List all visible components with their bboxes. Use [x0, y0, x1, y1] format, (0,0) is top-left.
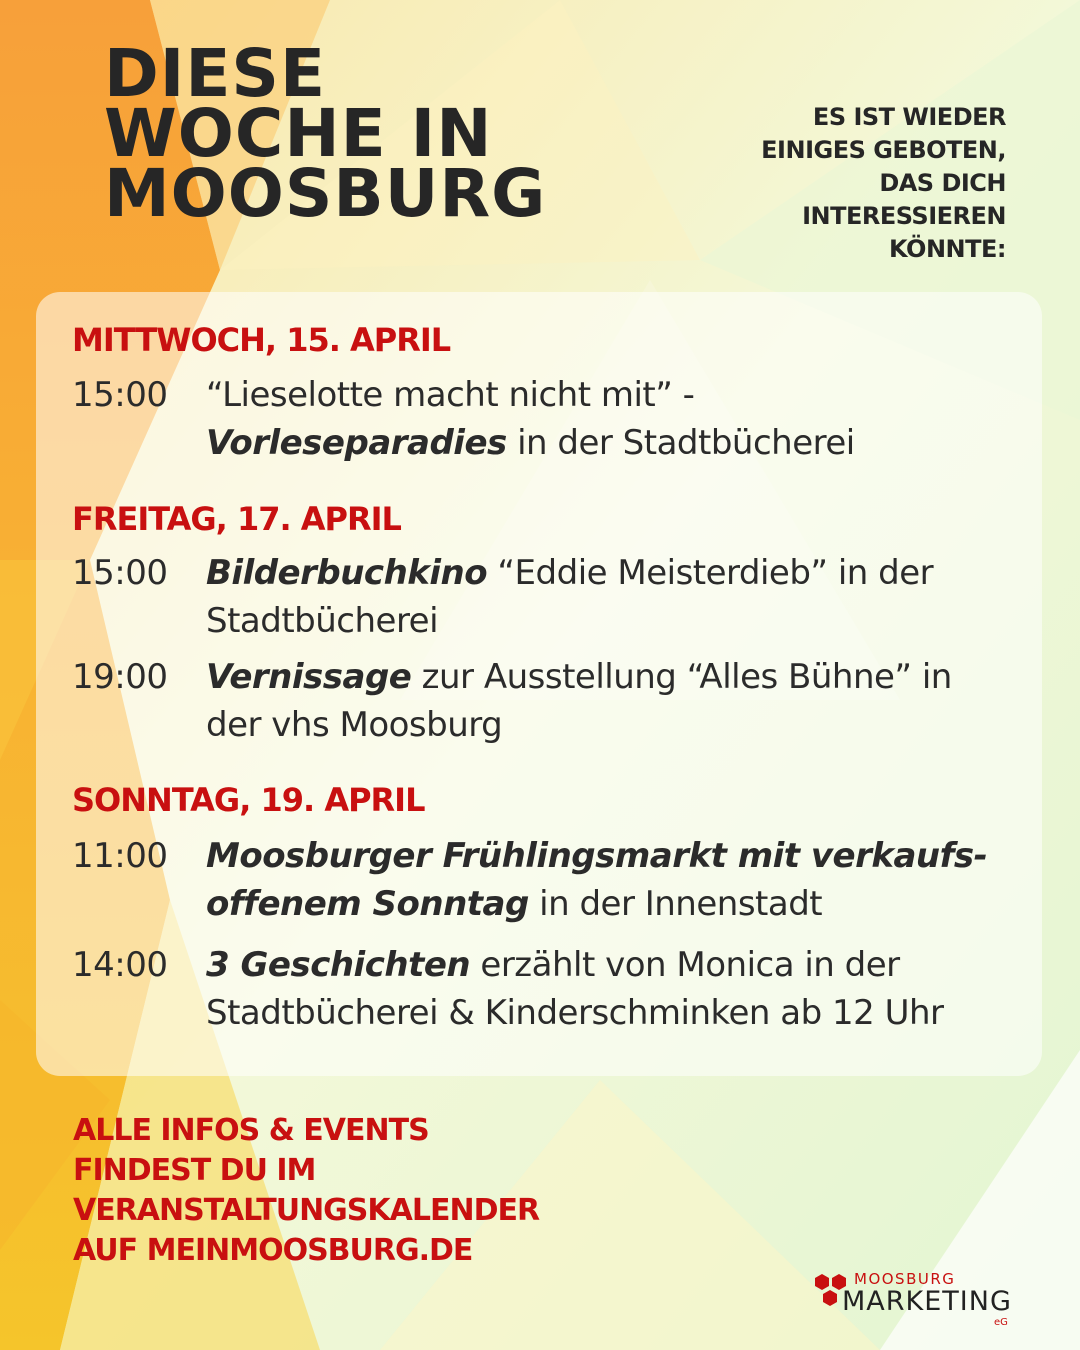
intro-line: KÖNNTE: — [889, 235, 1006, 263]
event-time: 15:00 — [72, 375, 168, 415]
event-item — [72, 371, 1042, 471]
intro-line: DAS DICH — [879, 169, 1006, 197]
event-description — [206, 371, 1036, 467]
day-heading-friday: FREITAG, 17. APRIL — [72, 500, 401, 538]
footer-line: ALLE INFOS & EVENTS — [73, 1113, 429, 1148]
logo-main-text: MARKETING — [842, 1286, 1012, 1317]
intro-line: INTERESSIEREN — [802, 202, 1006, 230]
event-title: Vernissage — [206, 657, 412, 697]
event-title: Vorleseparadies — [206, 423, 507, 463]
logo-suffix: eG — [994, 1317, 1008, 1328]
event-text: in der Innenstadt — [528, 884, 823, 924]
footer-info — [73, 1111, 539, 1271]
event-description — [206, 549, 1006, 645]
event-title: 3 Geschichten — [206, 945, 471, 985]
event-time: 11:00 — [72, 836, 168, 876]
event-title: Bilderbuchkino — [206, 553, 488, 593]
footer-line: FINDEST DU IM — [73, 1153, 316, 1188]
event-description — [206, 832, 1036, 928]
intro-line: EINIGES GEBOTEN, — [761, 136, 1006, 164]
title-line: WOCHE IN — [104, 95, 493, 172]
event-text: erzählt von Monica in der Stadtbücherei & Kinderschminken ab 12 Uhr — [206, 945, 944, 1033]
event-description — [206, 653, 986, 749]
event-item — [72, 653, 1042, 753]
title-line: MOOSBURG — [104, 155, 547, 232]
event-text: zur Ausstellung “Alles Bühne” in der vhs Moosburg — [206, 657, 952, 745]
day-heading-sunday: SONNTAG, 19. APRIL — [72, 781, 425, 819]
event-item — [72, 549, 1042, 649]
page-title — [104, 35, 547, 232]
event-title: Moosburger Frühlingsmarkt mit verkaufs-offenem Sonntag — [206, 836, 988, 924]
event-text: “Lieselotte macht nicht mit” - — [206, 375, 695, 415]
event-time: 15:00 — [72, 553, 168, 593]
intro-text — [706, 101, 1006, 266]
footer-line: VERANSTALTUNGSKALENDER — [73, 1193, 540, 1228]
event-item — [72, 941, 1042, 1041]
title-line: DIESE — [104, 35, 327, 112]
intro-line: ES IST WIEDER — [812, 103, 1006, 131]
event-time: 19:00 — [72, 657, 168, 697]
day-heading-wednesday: MITTWOCH, 15. APRIL — [72, 321, 451, 359]
event-text: “Eddie Meisterdieb” in der Stadtbücherei — [206, 553, 934, 641]
logo-top-text: MOOSBURG — [854, 1270, 956, 1288]
event-item — [72, 832, 1042, 932]
footer-line: AUF MEINMOOSBURG.DE — [73, 1233, 473, 1268]
event-time: 14:00 — [72, 945, 168, 985]
event-text: in der Stadtbücherei — [506, 423, 855, 463]
event-description — [206, 941, 1036, 1037]
moosburg-marketing-logo — [812, 1270, 1052, 1336]
